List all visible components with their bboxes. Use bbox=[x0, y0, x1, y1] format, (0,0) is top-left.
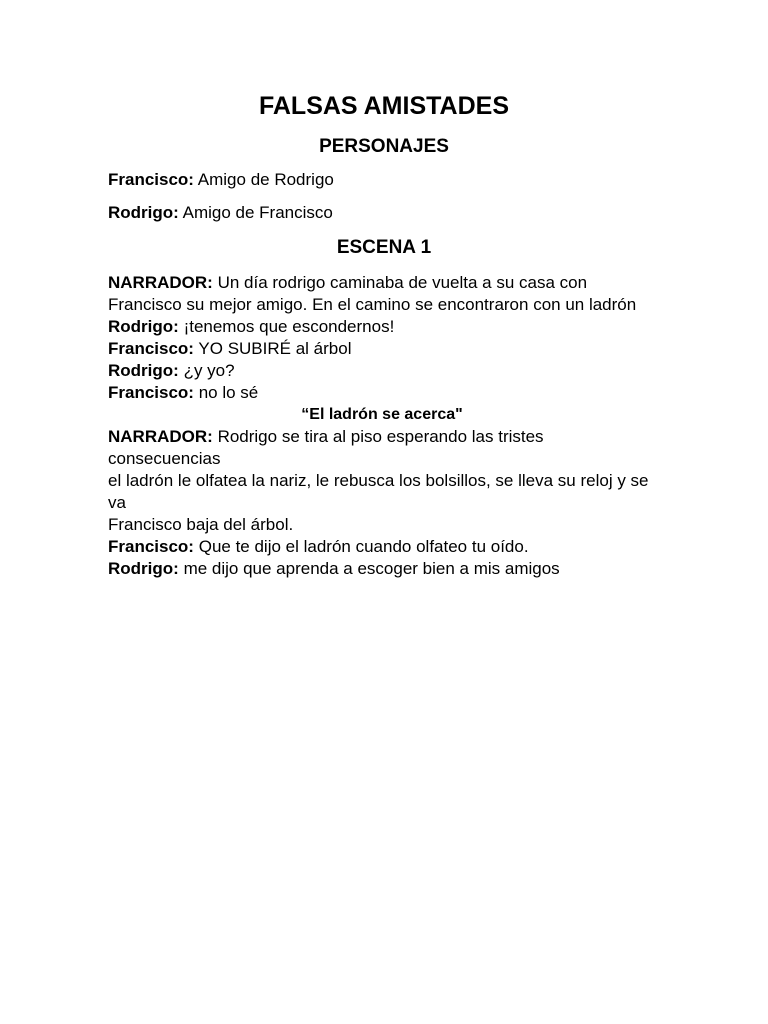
narration-line: Francisco baja del árbol. bbox=[108, 515, 294, 534]
character-entry bbox=[108, 169, 334, 191]
dialogue-text: Rodrigo se tira al piso esperando las tristes consecuencias bbox=[108, 427, 544, 468]
dialogue-line bbox=[108, 426, 656, 470]
speaker-name: Rodrigo: bbox=[108, 361, 179, 380]
character-description: Amigo de Rodrigo bbox=[197, 170, 334, 189]
characters-heading: PERSONAJES bbox=[319, 136, 449, 157]
character-name: Rodrigo: bbox=[108, 203, 179, 222]
script-body bbox=[108, 272, 656, 580]
character-name: Francisco: bbox=[108, 170, 194, 189]
narration-line: el ladrón le olfatea la nariz, le rebusca los bolsillos, se lleva su reloj y se va bbox=[108, 471, 649, 512]
dialogue-text: YO SUBIRÉ al árbol bbox=[198, 339, 352, 358]
dialogue-text: Un día rodrigo caminaba de vuelta a su casa con Francisco su mejor amigo. En el camino se encontraron con un ladrón bbox=[108, 273, 637, 314]
scene-heading: ESCENA 1 bbox=[336, 237, 432, 258]
speaker-name: Francisco: bbox=[108, 537, 194, 556]
speaker-name: Francisco: bbox=[108, 383, 194, 402]
dialogue-line bbox=[108, 338, 656, 360]
dialogue-text: Que te dijo el ladrón cuando olfateo tu oído. bbox=[198, 537, 529, 556]
dialogue-line bbox=[108, 558, 656, 580]
speaker-name: NARRADOR: bbox=[108, 273, 213, 292]
character-entry bbox=[108, 202, 333, 224]
speaker-name: NARRADOR: bbox=[108, 427, 213, 446]
character-description: Amigo de Francisco bbox=[182, 203, 333, 222]
dialogue-text: no lo sé bbox=[198, 383, 259, 402]
dialogue-text: ¿y yo? bbox=[183, 361, 235, 380]
dialogue-line bbox=[108, 272, 656, 316]
stage-direction: “El ladrón se acerca" bbox=[301, 406, 463, 423]
dialogue-line bbox=[108, 536, 656, 558]
speaker-name: Rodrigo: bbox=[108, 317, 179, 336]
document-title: FALSAS AMISTADES bbox=[258, 92, 509, 120]
dialogue-line bbox=[108, 382, 656, 404]
dialogue-text: ¡tenemos que escondernos! bbox=[183, 317, 395, 336]
dialogue-line bbox=[108, 316, 656, 338]
speaker-name: Francisco: bbox=[108, 339, 194, 358]
dialogue-text: me dijo que aprenda a escoger bien a mis amigos bbox=[183, 559, 560, 578]
speaker-name: Rodrigo: bbox=[108, 559, 179, 578]
dialogue-line bbox=[108, 360, 656, 382]
